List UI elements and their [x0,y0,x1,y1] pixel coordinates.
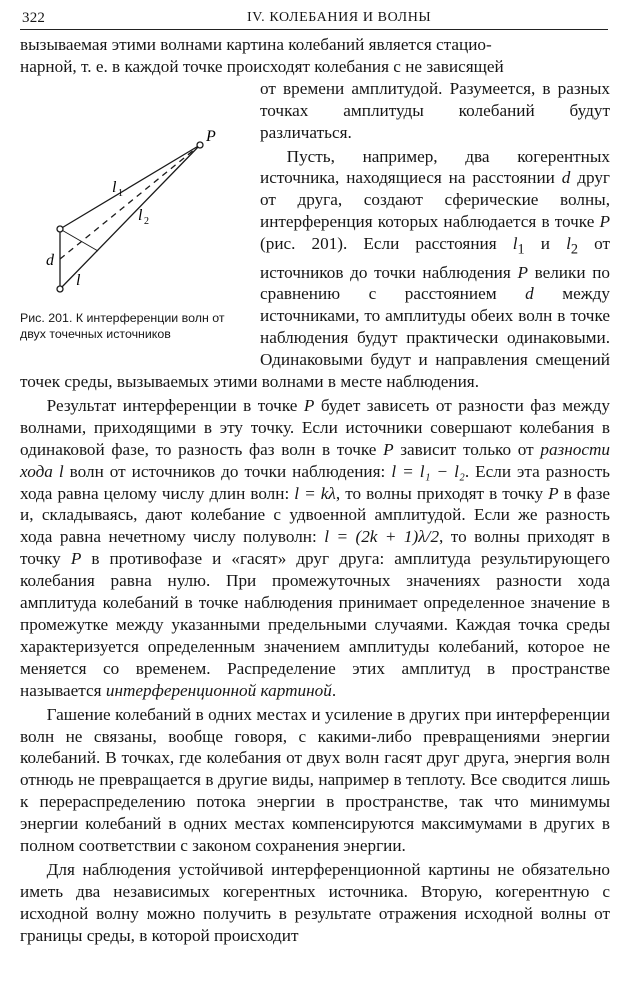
figure-201 [20,78,252,354]
header-rule [20,29,608,30]
source-2 [57,286,63,292]
label-d: d [46,251,54,269]
interference-diagram [20,122,252,322]
figure-caption: Рис. 201. К интерференции волн от двух точечных источников [20,310,225,341]
paragraph-1-top: вызываемая этими волнами картина колебаний является стацио- нарной, т. е. в каждой точке происходят колебания с не зависящей [20,35,504,76]
observation-point [197,142,203,148]
label-P: P [206,127,216,145]
paragraph-1-rest: от времени амплитудой. Разумеется, в разных точках амплитуды колебаний будут различаться. [260,78,610,142]
paragraph-2: Пусть, например, два когерентных источника, находящиеся на расстоянии d друг от друга, создают сферические волны, интерференция которых наблюдается в точке P (рис. 201). Если расстояния $l_1$ и $l_2$ от источников до точки наблюдения P велики по сравнению с расстоянием d между источниками, то амплитуды обеих волн в точке наблюдения будут практически одинаковыми. Одинаковыми будут и направления смещений точек среды, вызываемых этими волнами в месте наблюдения. [20,146,611,392]
page-header [22,6,606,28]
body-text [20,34,610,947]
page-number: 322 [22,10,46,26]
label-l1: l [112,178,117,196]
paragraph-3: Результат интерференции в точке P будет зависеть от разности фаз между волнами, приходящими в эту точку. Если источники совершают колебания в одинаковой фазе, то разность фаз волн в точке P зависит только от разности хода l волн от источников до точки наблюдения: l = l₁ − l₂. Если эта разность хода равна целому числу длин волн: l = kλ, то волны приходят в точку P в фазе и, складываясь, дают колебание с удвоенной амплитудой. Если же разность хода равна нечетному числу полуволн: l = (2k + 1)λ/2, то волны приходят в точку P в противофазе и «гасят» друг друга: амплитуда результирующего колебания равна нулю. При промежуточных значениях разности хода амплитуда колебаний в точке наблюдения принимает определенное значение в промежутке между указанными предельными случаями. Каждая точка среды характеризуется определенным значением амплитуды колебаний, которое не меняется со временем. Распределение этих амплитуд в пространстве называется интерференционной картиной. [20,395,611,700]
label-l: l [76,271,81,289]
label-l2: l [138,206,143,224]
label-l2-sub: 2 [144,215,149,227]
ray-l2-dashed [60,145,200,259]
perpendicular-foot [60,229,98,251]
source-1 [57,226,63,232]
paragraph-4: Гашение колебаний в одних местах и усиление в других при интерференции волн не связаны, вообще говоря, с какими-либо превращениями энергии колебаний. В точках, где колебания от двух волн гасят друг друга, энергия волн отнюдь не превращается в другие виды, например в теплоту. Все сводится лишь к перераспределению потока энергии в пространстве, так что минимумы энергии колебаний в одних местах компенсируются максимумами в других в полном соответствии с законом сохранения энергии. [20,704,610,856]
label-l1-sub: 1 [118,187,123,199]
paragraph-5: Для наблюдения устойчивой интерференционной картины не обязательно иметь два независимых когерентных источника. Вторую, когерентную с исходной волну можно получить в результате отражения исходной волны от границы среды, в которой происходит [20,859,610,945]
running-title: IV. КОЛЕБАНИЯ И ВОЛНЫ [247,10,432,25]
